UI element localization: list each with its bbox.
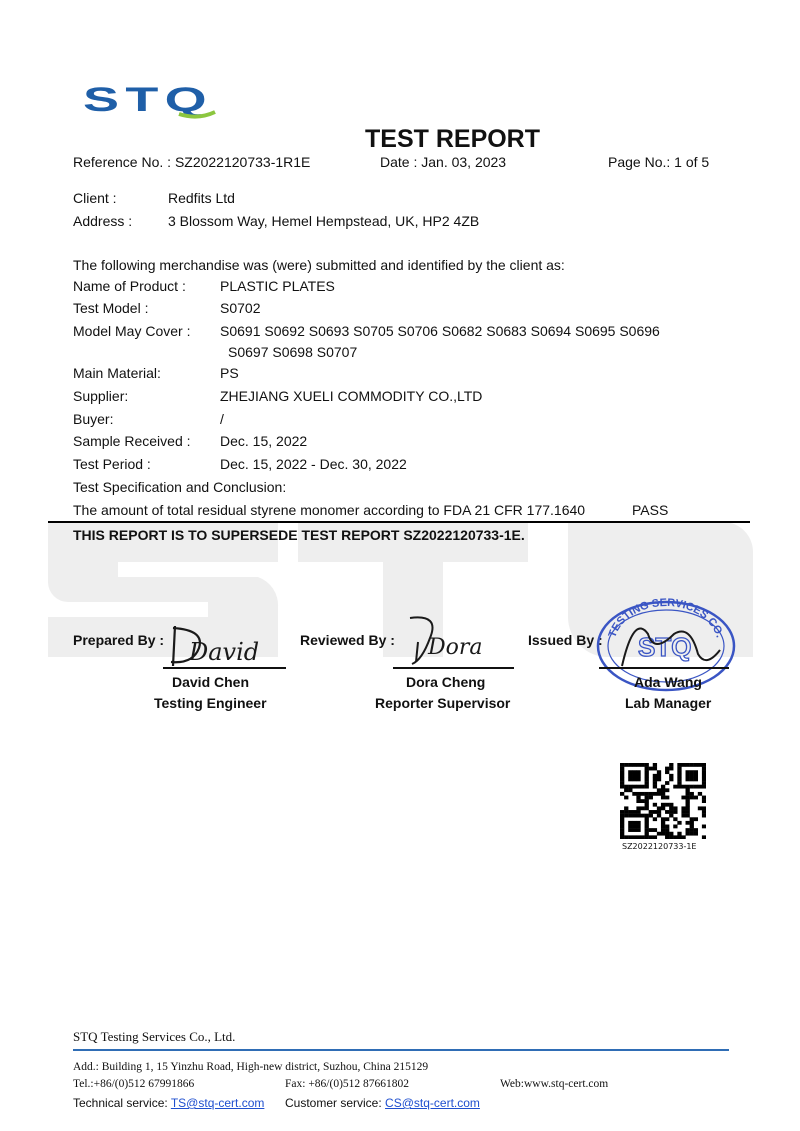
reviewed-signature-line [393,667,514,669]
field-label: Test Period : [73,456,151,472]
svg-text:David: David [189,638,260,666]
svg-text:STQ: STQ [638,632,692,662]
reviewed-label: Reviewed By : [300,632,395,648]
tech-service-label: Technical service: [73,1096,168,1110]
footer-fax: Fax: +86/(0)512 87661802 [285,1078,410,1090]
report-date: Date : Jan. 03, 2023 [380,154,507,170]
field-label: Sample Received : [73,433,191,449]
customer-service-email-link[interactable]: CS@stq-cert.com [385,1096,480,1110]
page-number: Page No.: 1 of 5 [608,154,710,170]
field-value: ZHEJIANG XUELI COMMODITY CO.,LTD [220,388,483,404]
spec-line: The amount of total residual styrene monomer according to FDA 21 CFR 177.1640 [73,502,586,518]
address-value: 3 Blossom Way, Hemel Hempstead, UK, HP2 4ZB [168,213,480,229]
report-title: TEST REPORT [365,125,541,153]
footer-web: Web:www.stq-cert.com [500,1078,609,1090]
address-label: Address : [73,213,133,229]
reviewed-signature [400,612,500,668]
reference-number: Reference No. : SZ2022120733-1R1E [73,154,311,170]
spec-heading: Test Specification and Conclusion: [73,479,287,495]
footer-company: STQ Testing Services Co., Ltd. [73,1029,236,1044]
footer-tel: Tel.:+86/(0)512 67991866 [73,1078,195,1090]
field-value-continued: S0697 S0698 S0707 [228,344,358,360]
footer-tech-service [73,1096,264,1110]
footer-address: Add.: Building 1, 15 Yinzhu Road, High-new district, Suzhou, China 215129 [73,1061,429,1073]
field-value: / [220,411,224,427]
footer-divider [73,1049,729,1051]
tech-service-email-link[interactable]: TS@stq-cert.com [170,1096,265,1110]
stq-logo [83,84,218,120]
intro-text: The following merchandise was (were) submitted and identified by the client as: [73,257,565,273]
logo-text: STQ [83,84,213,119]
client-value: Redfits Ltd [168,190,235,206]
field-label: Buyer: [73,411,114,427]
svg-text:TESTING SERVICES CO.: TESTING SERVICES CO. [606,596,726,640]
issued-title: Lab Manager [625,695,712,711]
issued-name: Ada Wang [634,674,702,690]
field-value: Dec. 15, 2022 - Dec. 30, 2022 [220,456,407,472]
field-value: PS [220,365,239,381]
field-label: Model May Cover : [73,323,191,339]
supersede-note: THIS REPORT IS TO SUPERSEDE TEST REPORT SZ2022120733-1E. [73,527,525,543]
prepared-title: Testing Engineer [154,695,267,711]
client-label: Client : [73,190,117,206]
prepared-signature [165,618,265,670]
field-label: Test Model : [73,300,149,316]
issued-label: Issued By : [528,632,603,648]
svg-text:Dora: Dora [428,635,483,660]
reviewed-name: Dora Cheng [406,674,486,690]
footer-customer-service [285,1096,480,1110]
field-label: Supplier: [73,388,129,404]
field-value: S0702 [220,300,261,316]
customer-service-label: Customer service: [285,1096,382,1110]
spec-result: PASS [632,502,669,518]
field-value: PLASTIC PLATES [220,278,335,294]
prepared-signature-line [163,667,286,669]
field-value: Dec. 15, 2022 [220,433,308,449]
field-label: Name of Product : [73,278,186,294]
prepared-label: Prepared By : [73,632,165,648]
reviewed-title: Reporter Supervisor [375,695,511,711]
spec-divider [48,521,750,523]
field-label: Main Material: [73,365,161,381]
qr-caption: SZ2022120733-1E [622,842,697,851]
qr-code[interactable] [620,763,706,839]
field-value: S0691 S0692 S0693 S0705 S0706 S0682 S0683 S0694 S0695 S0696 [220,323,660,339]
prepared-name: David Chen [172,674,250,690]
issued-signature-line [599,667,729,669]
